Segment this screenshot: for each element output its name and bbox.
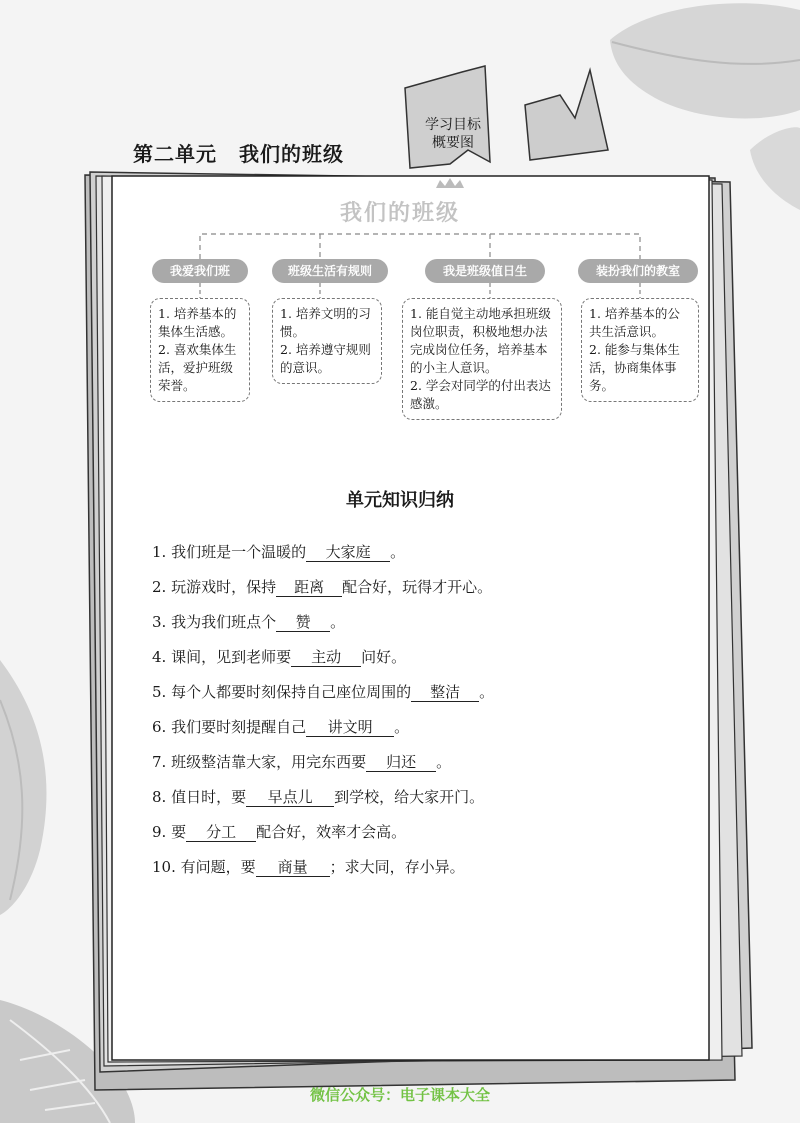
unit-name: 我们的班级 xyxy=(239,142,344,166)
footer-watermark: 微信公众号：电子课本大全 xyxy=(309,1086,490,1104)
summary-title: 单元知识归纳 xyxy=(346,490,454,511)
answer-blank: 商量 xyxy=(256,858,330,877)
unit-title xyxy=(133,138,344,167)
objective-box xyxy=(150,298,250,402)
answer-blank: 归还 xyxy=(366,753,436,772)
bookmark-tag xyxy=(408,116,498,152)
summary-item: 5. 每个人都要时刻保持自己座位周围的 整洁 。 xyxy=(152,683,495,701)
summary-item: 9. 要 分工 配合好，效率才会高。 xyxy=(152,823,407,841)
objective-heading: 我爱我们班 xyxy=(152,259,248,283)
answer-blank: 分工 xyxy=(186,823,256,842)
bookmark-tag-line1: 学习目标 xyxy=(425,117,481,133)
objective-point: 1. 培养文明的习惯。 xyxy=(280,306,371,339)
objectives-title: 我们的班级 xyxy=(339,201,460,226)
answer-blank: 主动 xyxy=(291,648,361,667)
summary-item: 7. 班级整洁靠大家，用完东西要 归还 。 xyxy=(152,753,452,771)
summary-item: 3. 我为我们班点个 赞 。 xyxy=(152,613,346,631)
objective-point: 1. 能自觉主动地承担班级岗位职责，积极地想办法完成岗位任务，培养基本的小主人意识。 xyxy=(410,306,551,375)
objective-heading: 我是班级值日生 xyxy=(425,259,545,283)
objective-point: 1. 培养基本的集体生活感。 xyxy=(158,306,237,339)
bookmark-tag-line2: 概要图 xyxy=(432,135,474,151)
answer-blank: 讲文明 xyxy=(306,718,394,737)
summary-item: 6. 我们要时刻提醒自己 讲文明 。 xyxy=(152,718,410,736)
objective-point: 1. 培养基本的公共生活意识。 xyxy=(589,306,680,339)
objective-point: 2. 培养遵守规则的意识。 xyxy=(280,342,371,375)
summary-item: 2. 玩游戏时，保持 距离 配合好，玩得才开心。 xyxy=(152,578,493,596)
unit-number: 第二单元 xyxy=(133,142,217,166)
answer-blank: 赞 xyxy=(276,613,330,632)
answer-blank: 整洁 xyxy=(411,683,479,702)
objective-point: 2. 喜欢集体生活，爱护班级荣誉。 xyxy=(158,342,237,393)
answer-blank: 距离 xyxy=(276,578,342,597)
objective-heading: 班级生活有规则 xyxy=(272,259,388,283)
objective-box xyxy=(581,298,699,402)
answer-blank: 早点儿 xyxy=(246,788,334,807)
summary-item: 10. 有问题，要 商量 ；求大同，存小异。 xyxy=(152,858,465,876)
summary-item: 8. 值日时，要 早点儿 到学校，给大家开门。 xyxy=(152,788,485,806)
objective-box xyxy=(272,298,382,384)
objective-point: 2. 能参与集体生活，协商集体事务。 xyxy=(589,342,680,393)
summary-item: 4. 课间，见到老师要 主动 问好。 xyxy=(152,648,407,666)
answer-blank: 大家庭 xyxy=(306,543,390,562)
objective-point: 2. 学会对同学的付出表达感激。 xyxy=(410,378,551,411)
summary-item: 1. 我们班是一个温暖的 大家庭 。 xyxy=(152,543,406,561)
objective-heading: 装扮我们的教室 xyxy=(578,259,698,283)
objective-box xyxy=(402,298,562,420)
